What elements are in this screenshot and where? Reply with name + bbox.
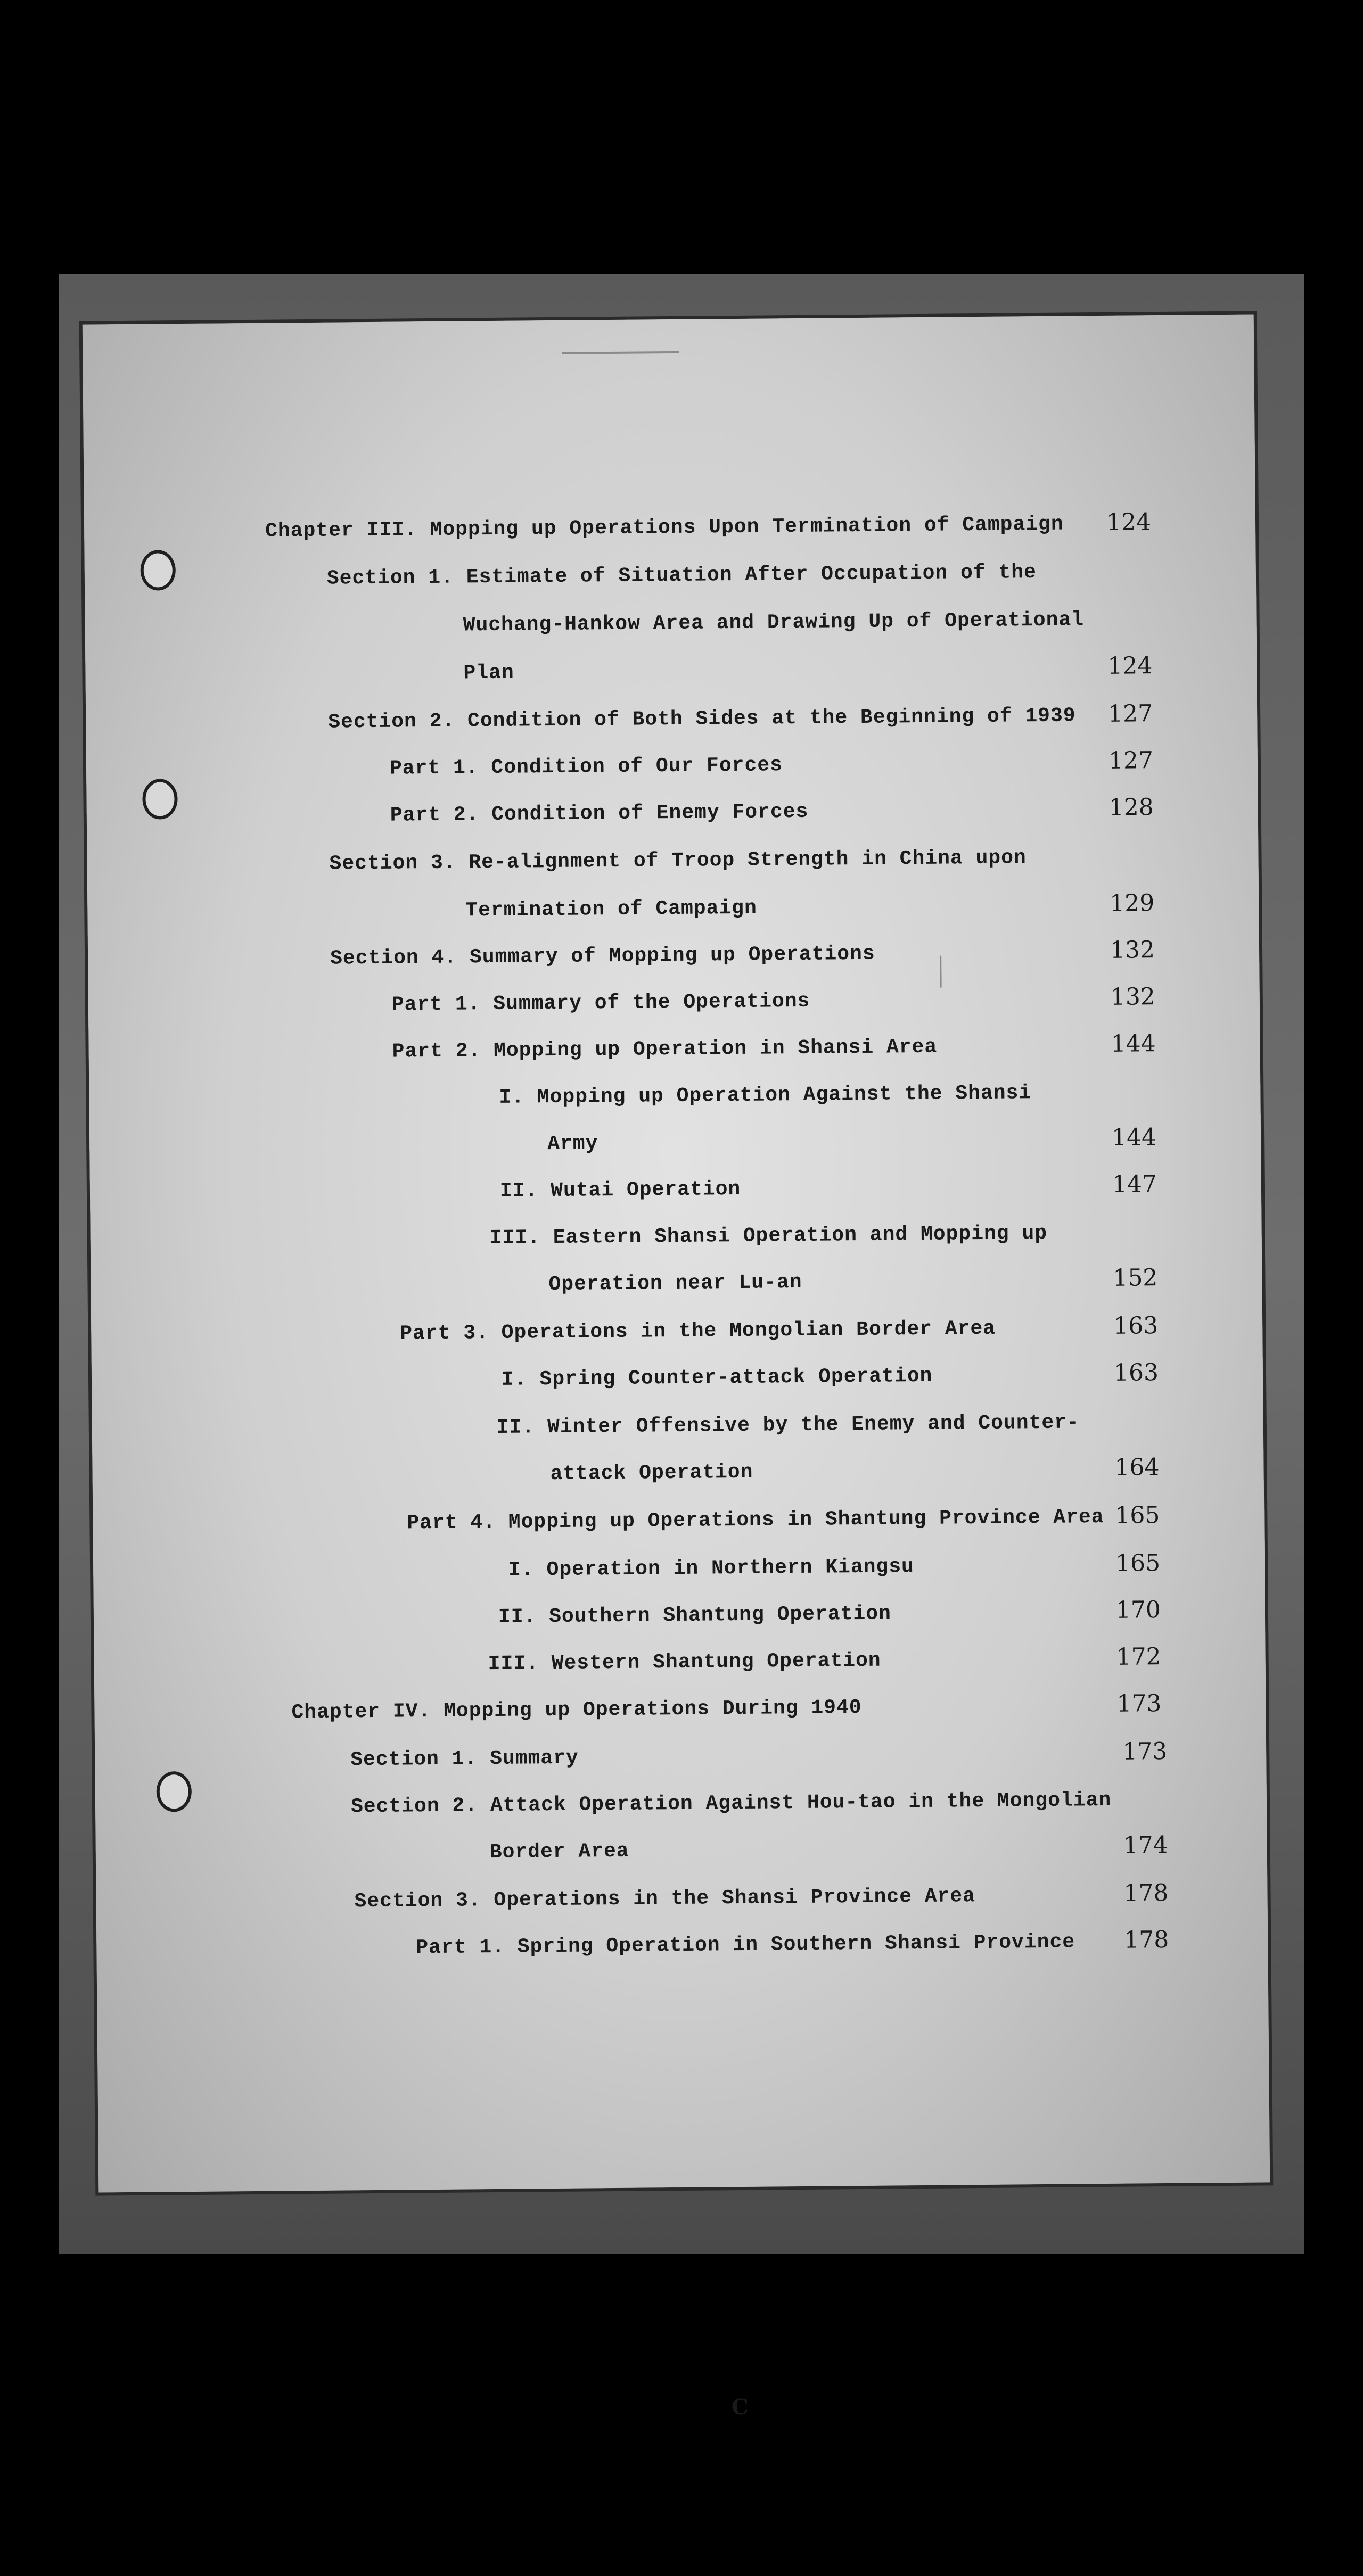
toc-c4-section-1-page: 173	[1122, 1737, 1168, 1765]
paper-crease	[562, 351, 679, 354]
toc-chapter-4-page: 173	[1116, 1690, 1162, 1718]
page-folio: C	[731, 2394, 749, 2420]
toc-s2-part-2-title: Part 2. Condition of Enemy Forces	[390, 800, 809, 827]
document-page	[83, 314, 1270, 2420]
toc-section-4-title: Section 4. Summary of Mopping up Operations	[330, 942, 875, 970]
toc-chapter-3-page: 124	[1106, 508, 1152, 536]
toc-section-2-title: Section 2. Condition of Both Sides at the Beginning of 1939	[328, 704, 1076, 734]
toc-s4p2-item-2-page: 147	[1112, 1170, 1157, 1198]
toc-section-1-line-1: Section 1. Estimate of Situation After Occupation of the	[326, 561, 1037, 590]
paper-mark	[940, 956, 942, 988]
toc-section-2-page: 127	[1107, 700, 1153, 728]
toc-s4p4-item-2-page: 170	[1115, 1596, 1161, 1624]
toc-s4p3-item-2-line-2: attack Operation	[550, 1460, 753, 1486]
toc-s4p4-item-2-title: II. Southern Shantung Operation	[498, 1602, 892, 1629]
toc-c4-section-1-title: Section 1. Summary	[350, 1746, 579, 1772]
toc-s4-part-4-title: Part 4. Mopping up Operations in Shantung Province Area	[407, 1506, 1104, 1535]
toc-section-4-page: 132	[1110, 936, 1155, 964]
toc-section-3-line-1: Section 3. Re-alignment of Troop Strength in China upon	[329, 846, 1027, 876]
toc-s4p4-item-3-page: 172	[1116, 1643, 1161, 1671]
toc-c4-section-3-page: 178	[1123, 1879, 1169, 1907]
punch-hole-middle	[142, 779, 178, 820]
toc-s4p2-item-2-title: II. Wutai Operation	[499, 1177, 741, 1203]
toc-c4-section-2-page: 174	[1123, 1831, 1168, 1859]
toc-c4-s3-part-1-page: 178	[1124, 1926, 1169, 1954]
toc-section-1-line-2: Wuchang-Hankow Area and Drawing Up of Operational	[463, 608, 1085, 637]
toc-s4p3-item-2-line-1: II. Winter Offensive by the Enemy and Counter-	[496, 1411, 1080, 1439]
toc-s4-part-1-title: Part 1. Summary of the Operations	[391, 989, 810, 1017]
toc-s4p4-item-1-page: 165	[1115, 1549, 1161, 1577]
toc-s2-part-2-page: 128	[1109, 794, 1154, 821]
toc-s4p3-item-2-page: 164	[1114, 1454, 1160, 1481]
toc-s4-part-2-title: Part 2. Mopping up Operation in Shansi Area	[392, 1035, 938, 1063]
toc-s4-part-3-page: 163	[1113, 1312, 1159, 1340]
toc-s4p2-item-1-line-1: I. Mopping up Operation Against the Shansi	[499, 1081, 1032, 1109]
toc-s4p2-item-3-line-1: III. Eastern Shansi Operation and Mopping up	[489, 1221, 1048, 1250]
toc-s4p2-item-1-page: 144	[1111, 1124, 1157, 1151]
toc-s4p3-item-1-title: I. Spring Counter-attack Operation	[501, 1364, 933, 1391]
toc-chapter-4-title: Chapter IV. Mopping up Operations During 1940	[291, 1696, 862, 1724]
toc-s4p2-item-3-line-2: Operation near Lu-an	[548, 1270, 802, 1297]
toc-section-3-page: 129	[1110, 889, 1155, 917]
toc-c4-s3-part-1-title: Part 1. Spring Operation in Southern Shansi Province	[416, 1930, 1075, 1960]
toc-s4p4-item-1-title: I. Operation in Northern Kiangsu	[508, 1555, 915, 1582]
punch-hole-top	[140, 550, 176, 591]
toc-s2-part-1-page: 127	[1108, 747, 1154, 774]
toc-section-1-page: 124	[1107, 652, 1153, 680]
toc-s2-part-1-title: Part 1. Condition of Our Forces	[389, 754, 783, 780]
toc-s4-part-2-page: 144	[1111, 1030, 1156, 1058]
toc-s4-part-1-page: 132	[1110, 983, 1156, 1011]
toc-c4-section-3-title: Section 3. Operations in the Shansi Province Area	[354, 1885, 976, 1913]
toc-s4p4-item-3-title: III. Western Shantung Operation	[488, 1649, 881, 1676]
toc-section-1-line-3: Plan	[463, 661, 514, 685]
toc-s4p2-item-1-line-2: Army	[547, 1132, 598, 1156]
toc-chapter-3-title: Chapter III. Mopping up Operations Upon Termination of Campaign	[265, 513, 1064, 543]
toc-section-3-line-2: Termination of Campaign	[465, 896, 758, 922]
toc-c4-section-2-line-2: Border Area	[489, 1839, 629, 1864]
toc-c4-section-2-line-1: Section 2. Attack Operation Against Hou-tao in the Mongolian	[350, 1788, 1112, 1819]
toc-s4-part-3-title: Part 3. Operations in the Mongolian Border Area	[400, 1317, 996, 1345]
toc-s4p3-item-1-page: 163	[1113, 1359, 1159, 1386]
punch-hole-bottom	[156, 1771, 192, 1812]
toc-s4-part-4-page: 165	[1115, 1501, 1160, 1529]
toc-s4p2-item-3-page: 152	[1113, 1264, 1158, 1292]
